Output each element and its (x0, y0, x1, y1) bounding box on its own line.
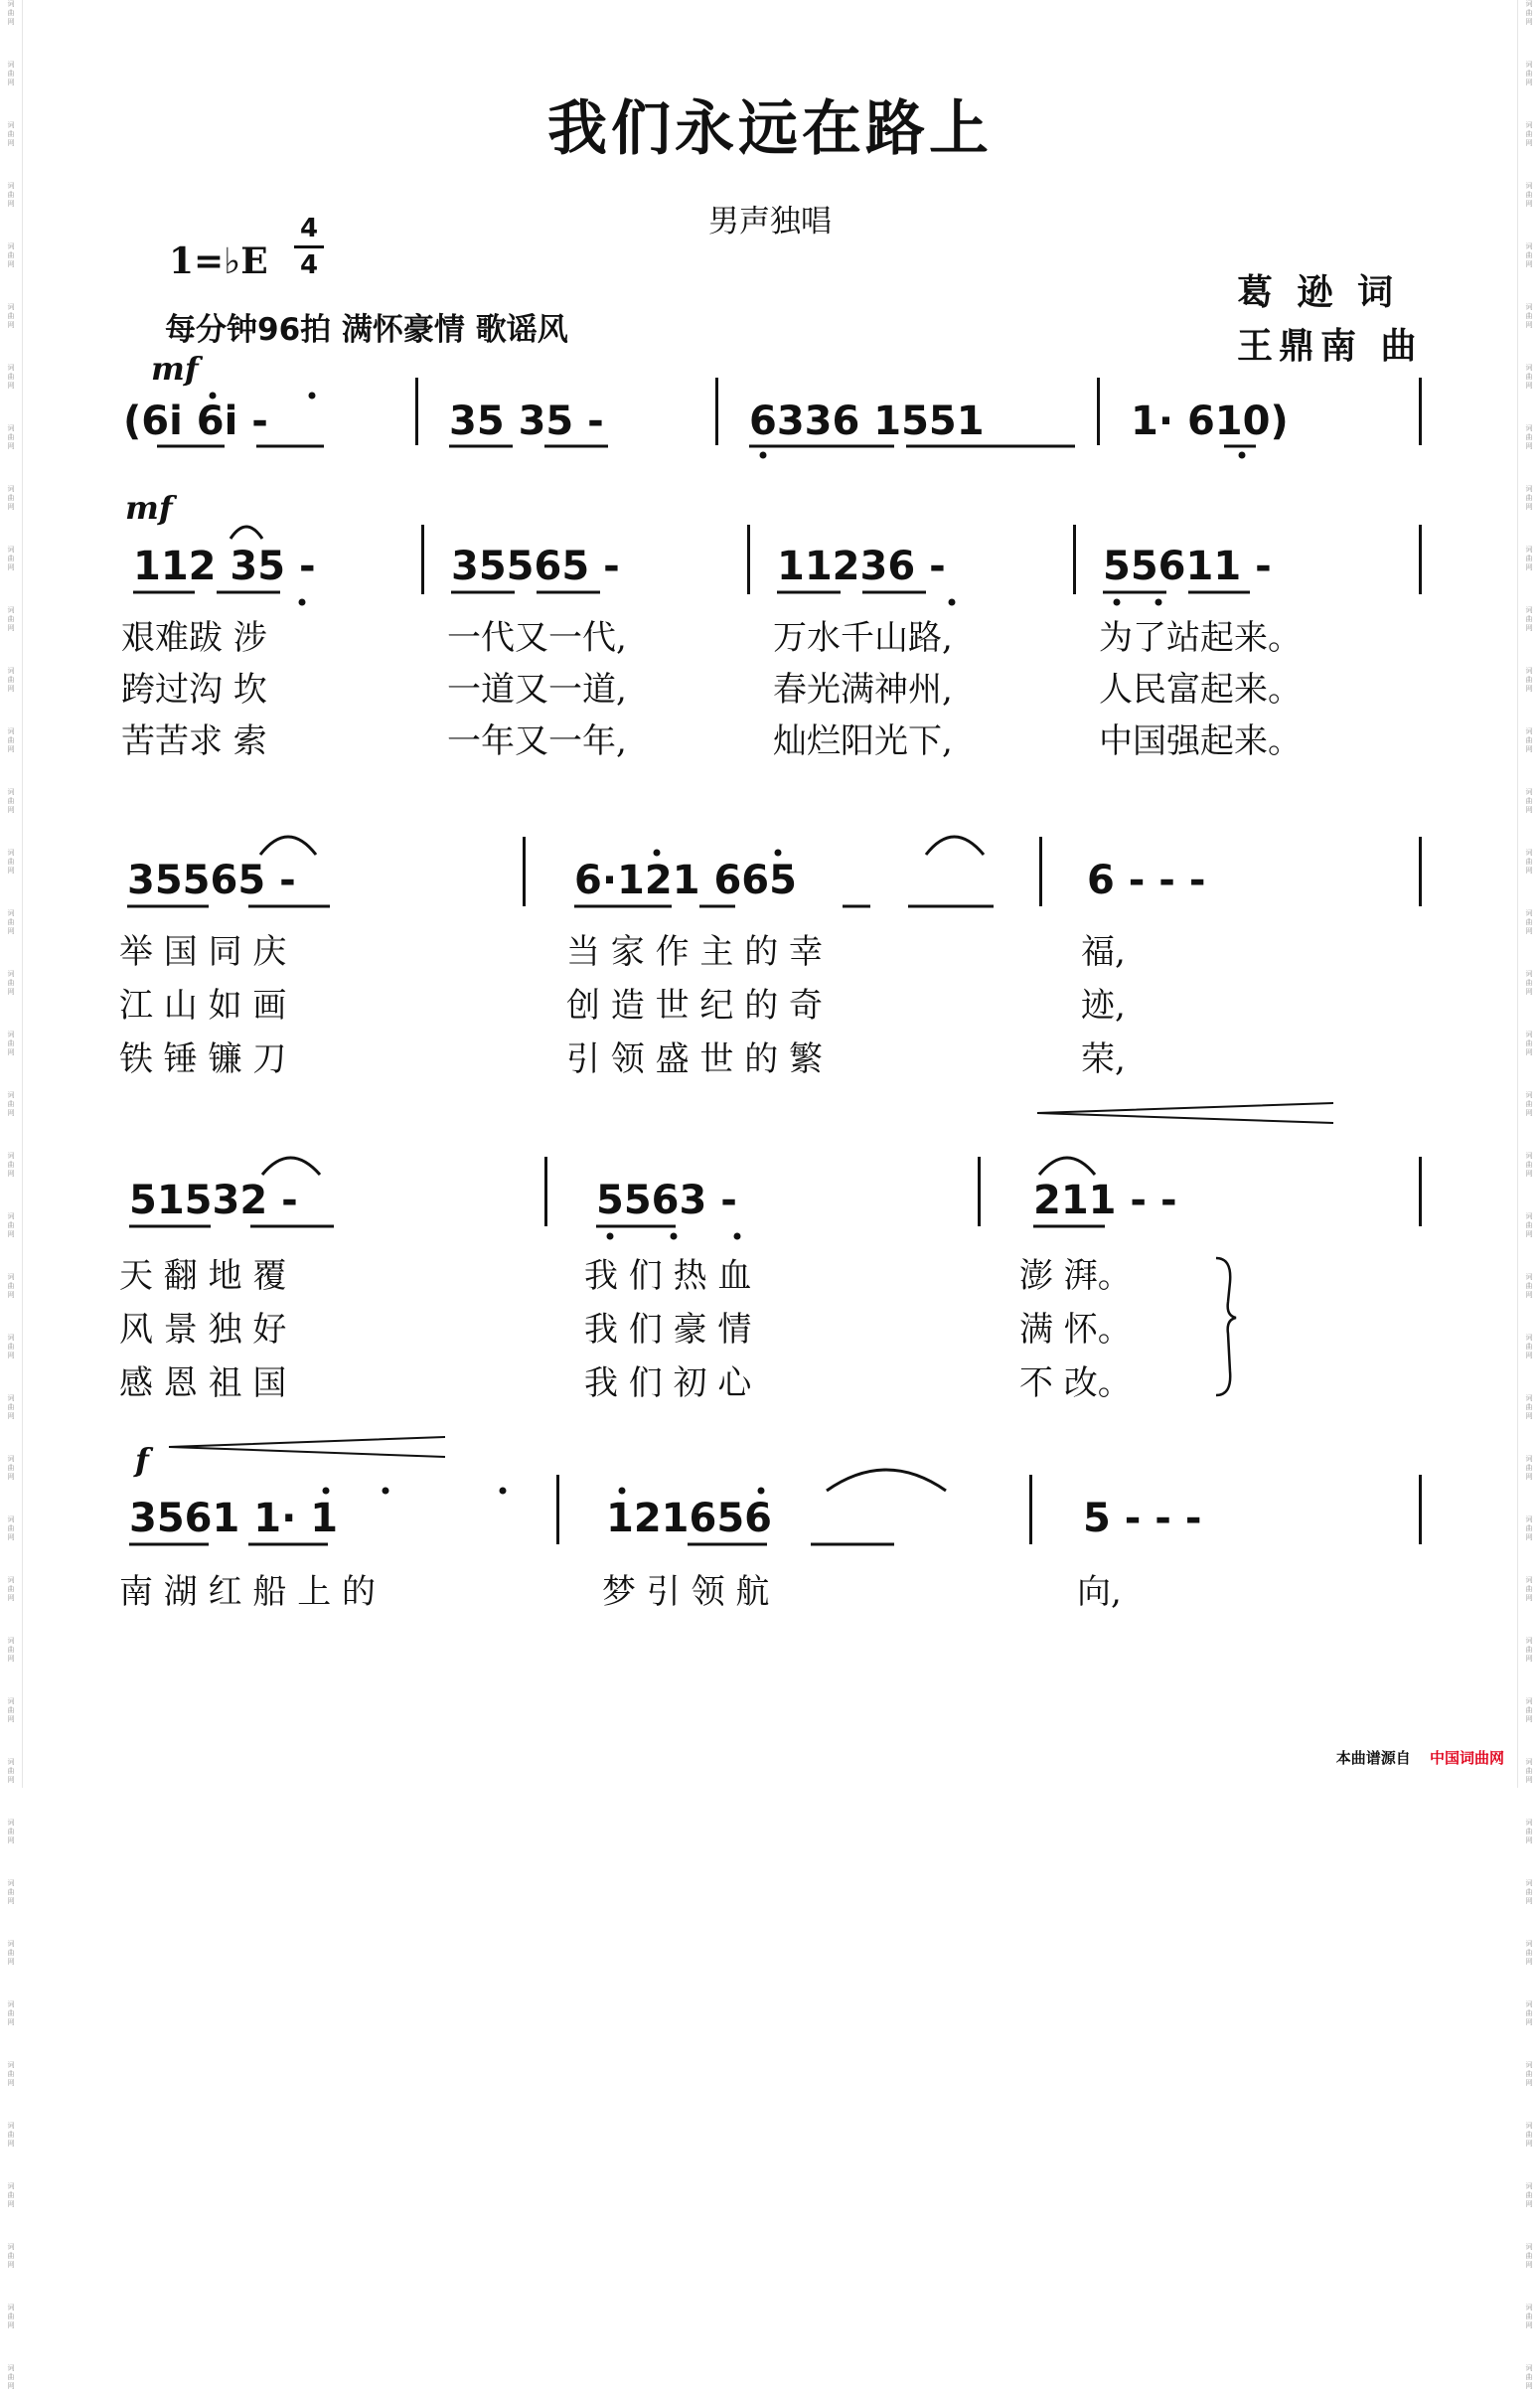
watermark-text: 词 曲 网 (7, 2304, 15, 2329)
s2-verse1-m4: 为了站起来。 (1099, 618, 1302, 658)
watermark-text: 词 曲 网 (1525, 2122, 1533, 2148)
dynamic-mf-verse: mf (125, 489, 173, 527)
s4-verse2-m2: 我 们 豪 情 (584, 1310, 752, 1350)
source-footer (1336, 1747, 1504, 1768)
watermark-text: 词 曲 网 (7, 2122, 15, 2148)
watermark-text: 词 曲 网 (1525, 2000, 1533, 2026)
watermark-text: 词 曲 网 (1525, 1091, 1533, 1117)
s4-verse3-m1: 感 恩 祖 国 (119, 1363, 287, 1403)
watermark-text: 词 曲 网 (7, 1273, 15, 1299)
watermark-text: 词 曲 网 (1525, 1394, 1533, 1420)
watermark-text: 词 曲 网 (7, 1819, 15, 1844)
s3-measure-1: 35565 - (127, 858, 296, 903)
watermark-text: 词 曲 网 (7, 1031, 15, 1056)
s1-measure-2: 35 35 - (449, 398, 604, 444)
s3-measure-2: 6·121 665 (574, 858, 797, 903)
s4-verse2-m3: 满 怀。 (1019, 1310, 1132, 1350)
watermark-text: 词 曲 网 (1525, 1758, 1533, 1784)
watermark-text: 词 曲 网 (7, 485, 15, 511)
s1-measure-4: 1· 610) (1131, 398, 1289, 444)
watermark-text: 词 曲 网 (1525, 485, 1533, 511)
s4-measure-3: 211 - - (1033, 1178, 1177, 1223)
watermark-text: 词 曲 网 (7, 849, 15, 875)
s5-measure-2: 121656 (606, 1496, 772, 1541)
s3-verse1-m3: 福, (1081, 932, 1126, 972)
s4-verse1-m3: 澎 湃。 (1019, 1256, 1132, 1296)
watermark-text: 词 曲 网 (7, 1940, 15, 1966)
watermark-text: 词 曲 网 (7, 1576, 15, 1602)
watermark-text: 词 曲 网 (7, 303, 15, 329)
composer-credit: 王鼎南 曲 (1237, 325, 1423, 367)
watermark-text: 词 曲 网 (1525, 61, 1533, 86)
s3-verse2-m3: 迹, (1081, 986, 1126, 1026)
dynamic-f: f (135, 1441, 149, 1479)
watermark-text: 词 曲 网 (7, 1152, 15, 1178)
watermark-text: 词 曲 网 (7, 788, 15, 814)
watermark-text: 词 曲 网 (1525, 606, 1533, 632)
watermark-text: 词 曲 网 (1525, 2061, 1533, 2087)
s2-verse1-m2: 一代又一代, (447, 618, 627, 658)
watermark-text: 词 曲 网 (1525, 2364, 1533, 2390)
watermark-text: 词 曲 网 (7, 182, 15, 208)
watermark-text: 词 曲 网 (1525, 2304, 1533, 2329)
tempo-marking: 每分钟96拍 满怀豪情 歌谣风 (165, 312, 568, 348)
s4-verse2-m1: 风 景 独 好 (119, 1310, 287, 1350)
s3-verse1-m1: 举 国 同 庆 (119, 932, 287, 972)
s3-verse2-m2: 创 造 世 纪 的 奇 (566, 986, 824, 1026)
s2-verse2-m3: 春光满神州, (773, 670, 953, 710)
watermark-text: 词 曲 网 (7, 727, 15, 753)
watermark-text: 词 曲 网 (7, 606, 15, 632)
watermark-text: 词 曲 网 (7, 424, 15, 450)
watermark-text: 词 曲 网 (1525, 0, 1533, 26)
watermark-text: 词 曲 网 (1525, 2243, 1533, 2269)
watermark-text: 词 曲 网 (7, 1637, 15, 1663)
watermark-text: 词 曲 网 (1525, 364, 1533, 390)
watermark-text: 词 曲 网 (7, 0, 15, 26)
watermark-text: 词 曲 网 (7, 909, 15, 935)
s2-verse3-m2: 一年又一年, (447, 721, 627, 761)
watermark-text: 词 曲 网 (1525, 1637, 1533, 1663)
key-signature: 1=♭E (169, 240, 268, 282)
watermark-text: 词 曲 网 (1525, 727, 1533, 753)
watermark-text: 词 曲 网 (1525, 1212, 1533, 1238)
s4-measure-1: 51532 - (129, 1178, 298, 1223)
watermark-text: 词 曲 网 (7, 2364, 15, 2390)
s2-measure-2: 35565 - (451, 544, 620, 589)
dynamic-mf-intro: mf (151, 350, 199, 388)
watermark-text: 词 曲 网 (1525, 546, 1533, 571)
watermark-text: 词 曲 网 (7, 1758, 15, 1784)
watermark-text: 词 曲 网 (7, 2000, 15, 2026)
watermark-text: 词 曲 网 (1525, 1334, 1533, 1359)
watermark-text: 词 曲 网 (7, 2182, 15, 2208)
s3-verse1-m2: 当 家 作 主 的 幸 (566, 932, 824, 972)
watermark-text: 词 曲 网 (7, 1879, 15, 1905)
song-title: 我们永远在路上 (547, 94, 993, 164)
s1-measure-1: (6i 6i - (123, 398, 268, 444)
source-text: 本曲谱源自 (1335, 1749, 1411, 1767)
watermark-text: 词 曲 网 (7, 970, 15, 996)
watermark-text: 词 曲 网 (1525, 1819, 1533, 1844)
time-signature-top: 4 (299, 214, 319, 243)
watermark-text: 词 曲 网 (1525, 667, 1533, 693)
watermark-text: 词 曲 网 (1525, 303, 1533, 329)
watermark-text: 词 曲 网 (7, 546, 15, 571)
s5-measure-1: 3561 1· 1 (129, 1496, 339, 1541)
s3-verse3-m1: 铁 锤 镰 刀 (119, 1039, 287, 1079)
s5-measure-3: 5 - - - (1083, 1496, 1202, 1541)
watermark-text: 词 曲 网 (7, 1394, 15, 1420)
watermark-text: 词 曲 网 (1525, 1576, 1533, 1602)
watermark-text: 词 曲 网 (1525, 242, 1533, 268)
watermark-text: 词 曲 网 (1525, 1031, 1533, 1056)
watermark-text: 词 曲 网 (1525, 182, 1533, 208)
performance-type: 男声独唱 (708, 204, 832, 239)
s2-verse1-m1: 艰难跋 涉 (121, 618, 267, 658)
watermark-text: 词 曲 网 (1525, 909, 1533, 935)
watermark-text: 词 曲 网 (1525, 1455, 1533, 1481)
s5-lyric-m3: 向, (1077, 1572, 1122, 1612)
watermark-text: 词 曲 网 (7, 1212, 15, 1238)
watermark-text: 词 曲 网 (7, 121, 15, 147)
s3-verse3-m3: 荣, (1081, 1039, 1126, 1079)
s4-measure-2: 5563 - (596, 1178, 737, 1223)
watermark-text: 词 曲 网 (7, 1334, 15, 1359)
watermark-text: 词 曲 网 (1525, 1697, 1533, 1723)
watermark-text: 词 曲 网 (7, 1091, 15, 1117)
watermark-text: 词 曲 网 (7, 2243, 15, 2269)
watermark-text: 词 曲 网 (1525, 1940, 1533, 1966)
watermark-text: 词 曲 网 (7, 667, 15, 693)
s2-verse2-m4: 人民富起来。 (1099, 670, 1302, 710)
watermark-text: 词 曲 网 (1525, 788, 1533, 814)
s3-verse3-m2: 引 领 盛 世 的 繁 (566, 1039, 824, 1079)
watermark-text: 词 曲 网 (7, 1455, 15, 1481)
s2-measure-4: 55611 - (1103, 544, 1272, 589)
source-site-link[interactable]: 中国词曲网 (1429, 1749, 1504, 1767)
s3-measure-3: 6 - - - (1087, 858, 1206, 903)
s2-measure-3: 11236 - (777, 544, 946, 589)
s2-verse1-m3: 万水千山路, (773, 618, 953, 658)
s4-verse3-m2: 我 们 初 心 (584, 1363, 752, 1403)
s4-verse1-m2: 我 们 热 血 (584, 1256, 752, 1296)
s2-verse3-m1: 苦苦求 索 (121, 721, 267, 761)
watermark-text: 词 曲 网 (7, 2061, 15, 2087)
s2-measure-1: 112 35 - (133, 544, 316, 589)
lyricist-credit: 葛 逊 词 (1237, 271, 1400, 313)
watermark-text: 词 曲 网 (1525, 970, 1533, 996)
watermark-text: 词 曲 网 (1525, 849, 1533, 875)
s5-lyric-m2: 梦 引 领 航 (602, 1572, 770, 1612)
watermark-text: 词 曲 网 (1525, 1879, 1533, 1905)
s2-verse3-m4: 中国强起来。 (1099, 721, 1302, 761)
s4-verse1-m1: 天 翻 地 覆 (119, 1256, 287, 1296)
watermark-text: 词 曲 网 (7, 1697, 15, 1723)
watermark-text: 词 曲 网 (1525, 2182, 1533, 2208)
s4-verse3-m3: 不 改。 (1019, 1363, 1132, 1403)
watermark-text: 词 曲 网 (1525, 1273, 1533, 1299)
watermark-text: 词 曲 网 (1525, 1515, 1533, 1541)
watermark-text: 词 曲 网 (1525, 121, 1533, 147)
watermark-text: 词 曲 网 (7, 364, 15, 390)
watermark-text: 词 曲 网 (7, 242, 15, 268)
watermark-text: 词 曲 网 (7, 1515, 15, 1541)
s2-verse3-m3: 灿烂阳光下, (773, 721, 953, 761)
watermark-text: 词 曲 网 (1525, 1152, 1533, 1178)
watermark-text: 词 曲 网 (7, 61, 15, 86)
s5-lyric-m1: 南 湖 红 船 上 的 (119, 1572, 377, 1612)
s2-verse2-m1: 跨过沟 坎 (121, 670, 267, 710)
s3-verse2-m1: 江 山 如 画 (119, 986, 287, 1026)
s2-verse2-m2: 一道又一道, (447, 670, 627, 710)
time-signature-bottom: 4 (299, 250, 319, 280)
watermark-text: 词 曲 网 (1525, 424, 1533, 450)
s1-measure-3: 6336 1551 (749, 398, 985, 444)
